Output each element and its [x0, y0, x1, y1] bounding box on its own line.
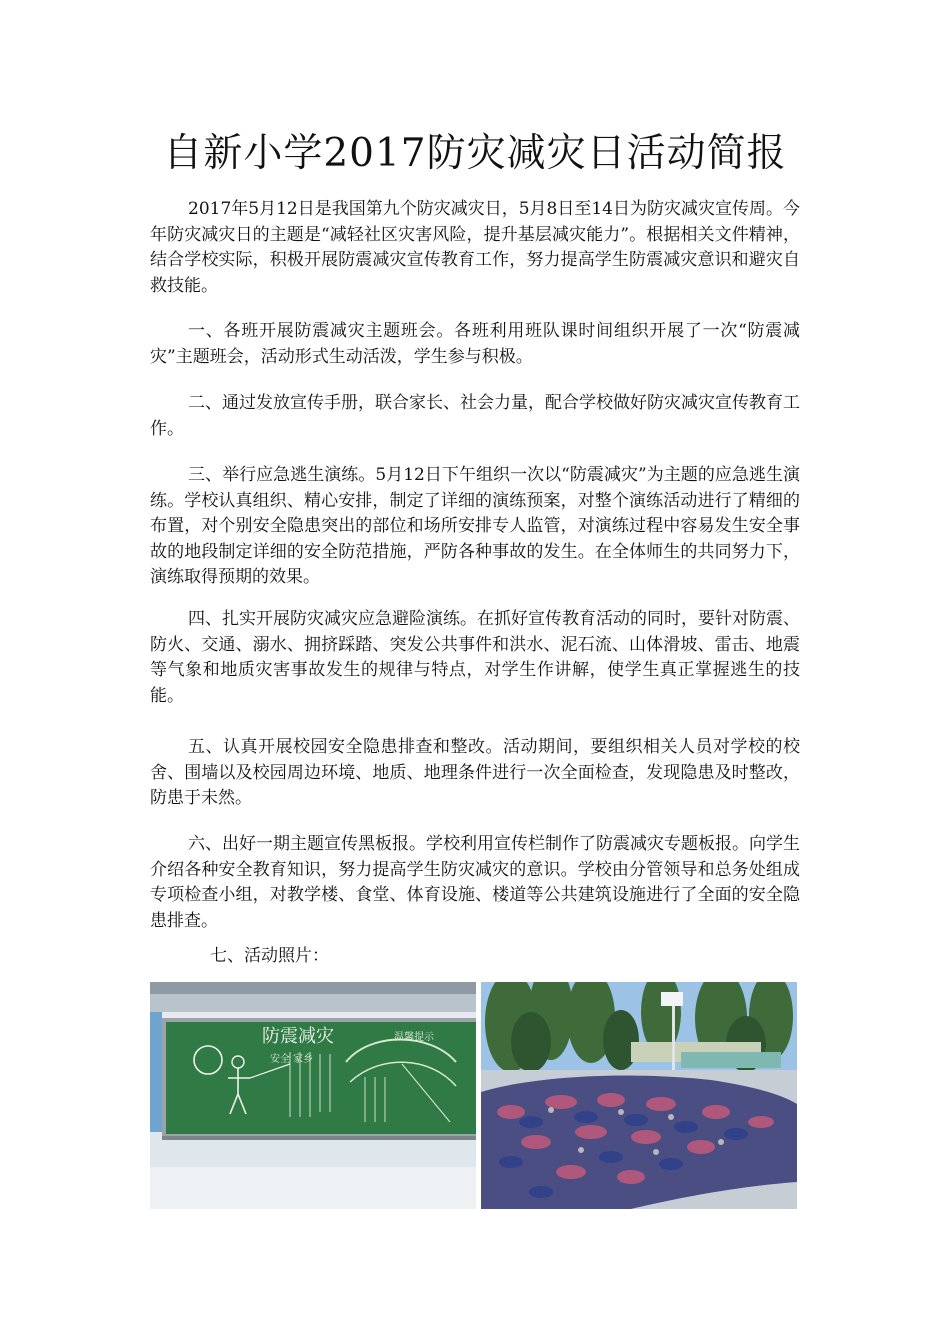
page-title: 自新小学2017防灾减灾日活动简报: [163, 131, 787, 176]
drill-image: [481, 982, 797, 1209]
intro-paragraph: 2017年5月12日是我国第九个防灾减灾日，5月8日至14日为防灾减灾宣传周。今年防灾减灾日的主题是“减轻社区灾害风险，提升基层减灾能力”。根据相关文件精神，结合学校实际，积极开展防震减灾宣传教育工作，努力提高学生防震减灾意识和避灾自救技能。: [150, 199, 800, 296]
section-3-paragraph: 三、举行应急逃生演练。5月12日下午组织一次以“防震减灾”为主题的应急逃生演练。学校认真组织、精心安排，制定了详细的演练预案，对整个演练活动进行了精细的布置，对个别安全隐患突出的部位和场所安排专人监管，对演练过程中容易发生安全事故的地段制定详细的安全防范措施，严防各种事故的发生。在全体师生的共同努力下，演练取得预期的效果。: [150, 465, 800, 587]
blackboard-headline: 防震减灾: [262, 1026, 334, 1047]
section-4-paragraph: 四、扎实开展防灾减灾应急避险演练。在抓好宣传教育活动的同时，要针对防震、防火、交通、溺水、拥挤踩踏、突发公共事件和洪水、泥石流、山体滑坡、雷击、地震等气象和地质灾害事故发生的规律与特点，对学生作讲解，使学生真正掌握逃生的技能。: [150, 609, 800, 706]
blackboard-photo: [150, 982, 476, 1209]
drill-photo: [481, 982, 797, 1209]
blackboard-subline: 安全 家乡: [270, 1054, 314, 1065]
section-5-paragraph: 五、认真开展校园安全隐患排查和整改。活动期间，要组织相关人员对学校的校舍、围墙以及校园周边环境、地质、地理条件进行一次全面检查，发现隐患及时整改，防患于未然。: [150, 737, 800, 808]
section-6-paragraph: 六、出好一期主题宣传黑板报。学校利用宣传栏制作了防震减灾专题板报。向学生介绍各种安全教育知识，努力提高学生防灾减灾的意识。学校由分管领导和总务处组成专项检查小组，对教学楼、食堂、体育设施、楼道等公共建筑设施进行了全面的安全隐患排查。: [150, 834, 800, 931]
photo-section-heading: 七、活动照片：: [210, 946, 329, 966]
blackboard-image: [150, 982, 476, 1209]
section-1-paragraph: 一、各班开展防震减灾主题班会。各班利用班队课时间组织开展了一次“防震减灾”主题班会，活动形式生动活泼，学生参与积极。: [150, 321, 800, 367]
section-2-paragraph: 二、通过发放宣传手册，联合家长、社会力量，配合学校做好防灾减灾宣传教育工作。: [150, 393, 800, 439]
blackboard-side-text: 温馨提示: [394, 1032, 434, 1043]
